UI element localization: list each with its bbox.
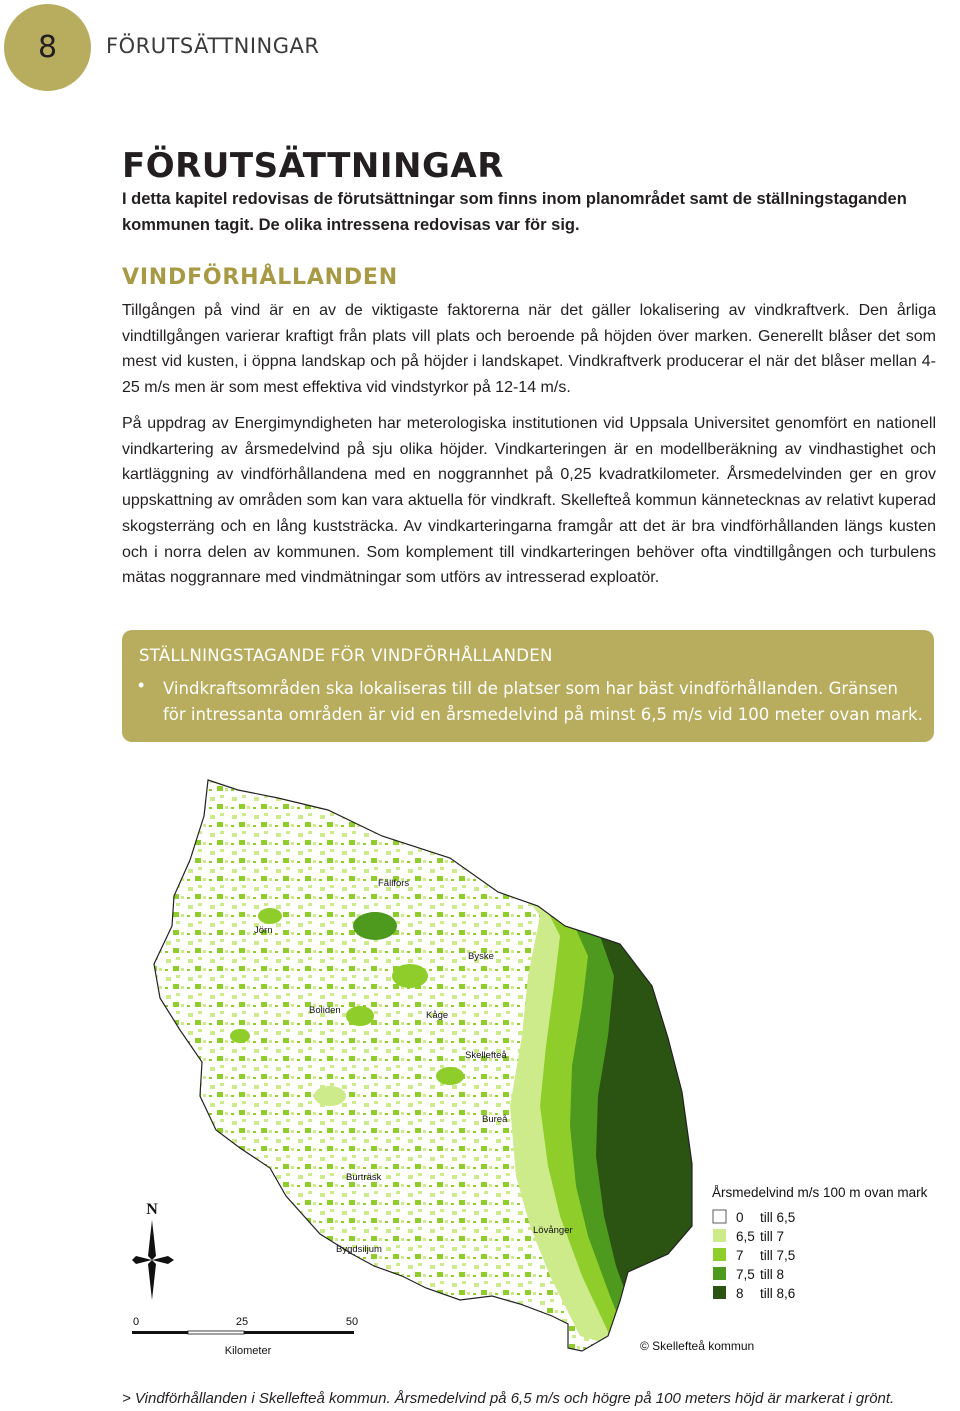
legend-to: till 8 (760, 1267, 785, 1282)
legend-from: 7 (736, 1248, 744, 1263)
map-legend (712, 1185, 928, 1301)
place-bygdsiljum: Bygdsiljum (336, 1244, 382, 1255)
legend-from: 7,5 (736, 1267, 755, 1282)
place-lovanger: Lövånger (533, 1225, 573, 1236)
north-arrow-icon (132, 1201, 174, 1300)
place-byske: Byske (468, 951, 494, 962)
callout-text: Vindkraftsområden ska lokaliseras till de platser som har bäst vindförhållanden. Gränsen för intressanta områden är vid en årsmedelvind på minst 6,5 m/s vid 100 meter ovan mark. (163, 679, 923, 724)
callout-title: STÄLLNINGSTAGANDE FÖR VINDFÖRHÅLLANDEN (139, 646, 553, 665)
page-number: 8 (4, 4, 91, 91)
wind-zones (120, 776, 720, 1366)
place-burtrask: Burträsk (346, 1172, 382, 1183)
svg-text:0: 0 (132, 1316, 140, 1328)
chapter-title: FÖRUTSÄTTNINGAR (122, 146, 504, 186)
legend-from: 8 (736, 1286, 744, 1301)
svg-text:N: N (146, 1201, 158, 1218)
paragraph-1: Tillgången på vind är en av de viktigaste faktorerna när det gäller lokalisering av vindkraftverk. Den årliga vindtillgången varierar kraftigt från plats vill plats och beroende på höjden över marken. Generellt blåser det som mest vid kusten, i öppna landskap och på höjder i landskapet. Vindkraftverk producerar el när det blåser mellan 4-25 m/s men är som mest effektiva vid vindstyrkor på 12-14 m/s. (122, 302, 936, 397)
svg-text:25: 25 (235, 1316, 249, 1328)
map-copyright: © Skellefteå kommun (640, 1339, 755, 1353)
legend-from: 6,5 (736, 1229, 755, 1244)
bullet-icon: • (138, 675, 145, 695)
running-title: FÖRUTSÄTTNINGAR (106, 34, 320, 58)
place-jorn: Jörn (254, 925, 273, 936)
legend-to: till 6,5 (760, 1210, 796, 1225)
legend-to: till 7 (760, 1229, 785, 1244)
figure-caption: > Vindförhållanden i Skellefteå kommun. Årsmedelvind på 6,5 m/s och högre på 100 meters höjd är markerat i grönt. (122, 1390, 895, 1407)
place-skelleftea: Skellefteå (465, 1050, 507, 1061)
place-kage: Kåge (426, 1010, 449, 1021)
place-boliden: Boliden (309, 1005, 341, 1016)
wind-map (120, 776, 960, 1366)
section-heading: VINDFÖRHÅLLANDEN (122, 265, 398, 290)
scale-bar (132, 1316, 358, 1357)
svg-text:50: 50 (345, 1316, 359, 1328)
paragraph-2: På uppdrag av Energimyndigheten har meterologiska institutionen vid Uppsala Universitet genomfört en nationell vindkartering av årsmedelvind på sju olika höjder. Vindkarteringen är en modellberäkning av vindhastighet och kartläggning av vindförhållandena med en noggrannhet på 0,25 kvadratkilometer. Årsmedelvinden ger en grov uppskattning av områden som kan vara aktuella för vindkraft. Skellefteå kommun kännetecknas av relativt kuperad skogsterräng och en lång kuststräcka. Av vindkarteringarna framgår att det är bra vindförhållanden längs kusten och i norra delen av kommunen. Som komplement till vindkarteringen behöver ofta vindtillgången och turbulens mätas noggrannare med vindmätningar som utförs av intresserad exploatör. (122, 415, 936, 587)
svg-text:Kilometer: Kilometer (224, 1345, 272, 1357)
legend-title: Årsmedelvind m/s 100 m ovan mark (712, 1185, 928, 1200)
legend-to: till 7,5 (760, 1248, 796, 1263)
place-fallfors: Fällfors (378, 878, 410, 889)
legend-to: till 8,6 (760, 1286, 796, 1301)
position-callout (122, 630, 934, 742)
legend-from: 0 (736, 1210, 744, 1225)
chapter-intro: I detta kapitel redovisas de förutsättningar som finns inom planområdet samt de ställningstaganden kommunen tagit. De olika intressena redovisas var för sig. (122, 190, 907, 234)
place-burea: Bureå (482, 1114, 508, 1125)
